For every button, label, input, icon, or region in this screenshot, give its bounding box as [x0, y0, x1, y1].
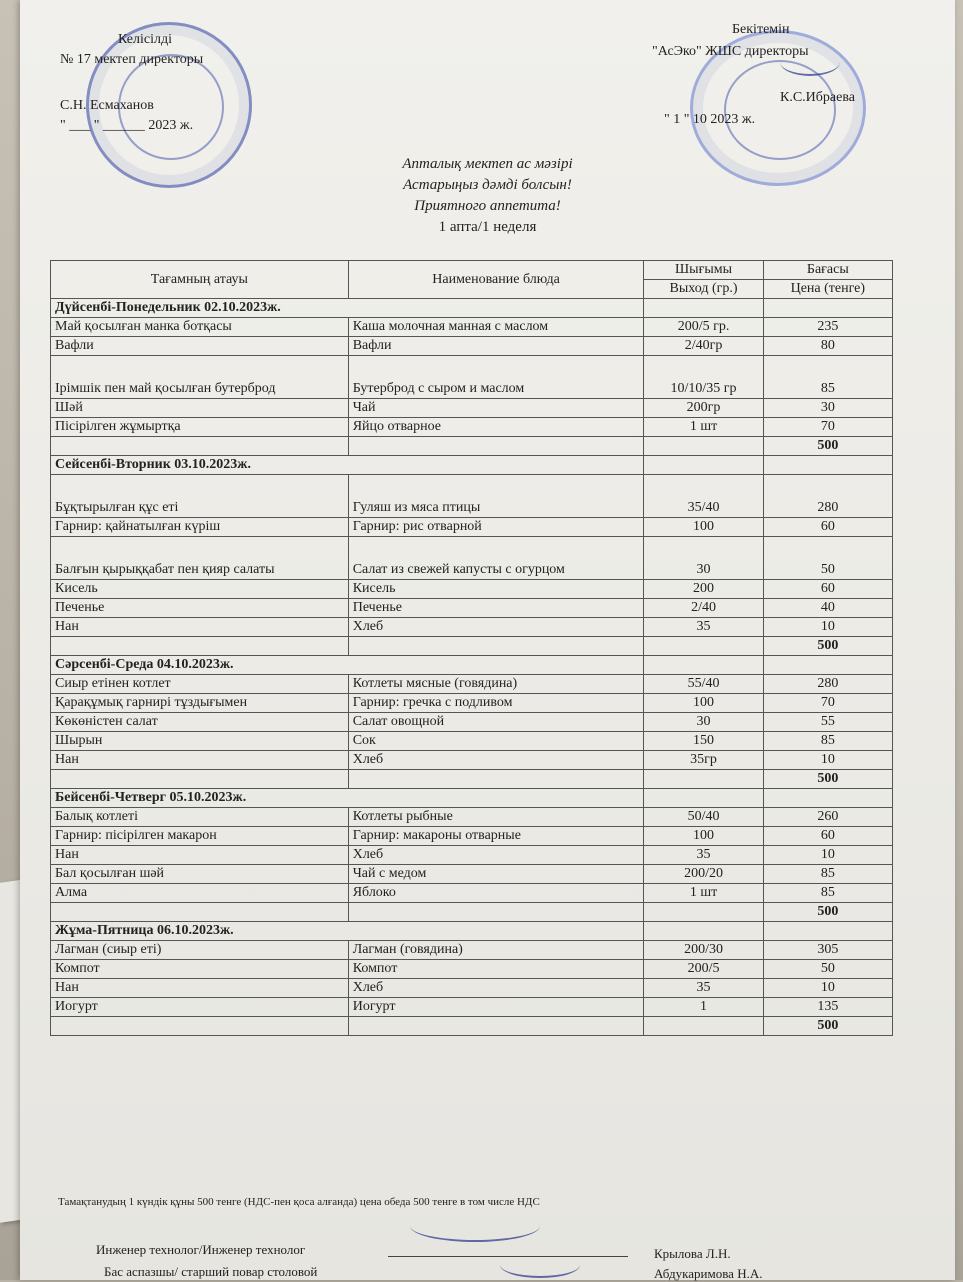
dish-name-ru: Кисель: [348, 580, 644, 599]
day-header-row: [51, 656, 893, 675]
table-row: [51, 399, 893, 418]
dish-price: 60: [763, 518, 892, 537]
day-title: Жұма-Пятница 06.10.2023ж.: [51, 922, 644, 941]
dish-output: 200: [644, 580, 763, 599]
dish-output: 200/5 гр.: [644, 318, 763, 337]
dish-output: 200/20: [644, 865, 763, 884]
dish-name-ru: Чай: [348, 399, 644, 418]
dish-name-ru: Иогурт: [348, 998, 644, 1017]
dish-price: 135: [763, 998, 892, 1017]
day-total-price: 500: [763, 637, 892, 656]
table-row: [51, 318, 893, 337]
technologist-name: Крылова Л.Н.: [654, 1246, 731, 1261]
dish-output: 50/40: [644, 808, 763, 827]
dish-price: 280: [763, 675, 892, 694]
empty-cell: [644, 789, 763, 808]
table-row: [51, 865, 893, 884]
dish-output: 150: [644, 732, 763, 751]
empty-cell: [763, 789, 892, 808]
school-director-label: № 17 мектеп директоры: [60, 52, 204, 67]
table-row: [51, 694, 893, 713]
dish-price: 40: [763, 599, 892, 618]
dish-output: 55/40: [644, 675, 763, 694]
empty-cell: [763, 922, 892, 941]
empty-cell: [644, 770, 763, 789]
empty-cell: [644, 637, 763, 656]
dish-name-kz: Гарнир: қайнатылған күріш: [51, 518, 349, 537]
dish-name-ru: Бутерброд с сыром и маслом: [348, 356, 644, 399]
dish-price: 10: [763, 751, 892, 770]
table-row: [51, 599, 893, 618]
dish-price: 50: [763, 537, 892, 580]
dish-output: 30: [644, 537, 763, 580]
dish-price: 85: [763, 884, 892, 903]
dish-name-kz: Балғын қырыққабат пен қияр салаты: [51, 537, 349, 580]
empty-cell: [348, 437, 644, 456]
day-header-row: [51, 922, 893, 941]
table-row: [51, 675, 893, 694]
table-row: [51, 998, 893, 1017]
dish-name-ru: Компот: [348, 960, 644, 979]
dish-name-kz: Нан: [51, 618, 349, 637]
day-total-price: 500: [763, 437, 892, 456]
table-row: [51, 580, 893, 599]
agreed-label: Келісілді: [118, 32, 172, 47]
dish-price: 305: [763, 941, 892, 960]
dish-price: 70: [763, 418, 892, 437]
empty-cell: [348, 770, 644, 789]
day-total-row: [51, 1017, 893, 1036]
document-titles: [20, 154, 955, 238]
empty-cell: [348, 1017, 644, 1036]
approve-label: Бекітемін: [732, 22, 790, 37]
dish-name-ru: Хлеб: [348, 979, 644, 998]
chef-name: Абдукаримова Н.А.: [654, 1266, 763, 1281]
dish-name-kz: Вафли: [51, 337, 349, 356]
empty-cell: [51, 903, 349, 922]
empty-cell: [644, 437, 763, 456]
dish-name-ru: Яйцо отварное: [348, 418, 644, 437]
empty-cell: [644, 456, 763, 475]
dish-output: 35гр: [644, 751, 763, 770]
dish-name-kz: Ірімшік пен май қосылған бутерброд: [51, 356, 349, 399]
dish-name-kz: Пісірілген жұмыртқа: [51, 418, 349, 437]
empty-cell: [51, 1017, 349, 1036]
day-total-row: [51, 437, 893, 456]
dish-name-kz: Компот: [51, 960, 349, 979]
table-header-row: [51, 261, 893, 280]
empty-cell: [763, 656, 892, 675]
dish-price: 280: [763, 475, 892, 518]
dish-name-kz: Печенье: [51, 599, 349, 618]
day-total-row: [51, 770, 893, 789]
table-row: [51, 537, 893, 580]
left-approval-date: " ___ " ______ 2023 ж.: [60, 118, 194, 133]
technologist-signature-line: [388, 1256, 628, 1257]
table-row: [51, 518, 893, 537]
day-title: Бейсенбі-Четверг 05.10.2023ж.: [51, 789, 644, 808]
dish-output: 10/10/35 гр: [644, 356, 763, 399]
empty-cell: [644, 922, 763, 941]
empty-cell: [644, 903, 763, 922]
dish-name-kz: Май қосылған манка ботқасы: [51, 318, 349, 337]
dish-price: 85: [763, 356, 892, 399]
day-title: Дүйсенбі-Понедельник 02.10.2023ж.: [51, 299, 644, 318]
title-kz-wish: Астарыңыз дәмді болсын!: [403, 177, 572, 193]
empty-cell: [763, 299, 892, 318]
dish-name-kz: Кисель: [51, 580, 349, 599]
dish-price: 55: [763, 713, 892, 732]
dish-name-kz: Алма: [51, 884, 349, 903]
dish-output: 100: [644, 518, 763, 537]
dish-output: 1 шт: [644, 884, 763, 903]
dish-name-kz: Қарақұмық гарнирі тұздығымен: [51, 694, 349, 713]
table-row: [51, 475, 893, 518]
dish-name-ru: Гарнир: рис отварной: [348, 518, 644, 537]
dish-name-kz: Гарнир: пісірілген макарон: [51, 827, 349, 846]
dish-name-kz: Бал қосылған шәй: [51, 865, 349, 884]
dish-name-ru: Печенье: [348, 599, 644, 618]
dish-output: 35: [644, 979, 763, 998]
col-header-output-kz: Шығымы: [644, 261, 763, 280]
dish-name-ru: Салат из свежей капусты с огурцом: [348, 537, 644, 580]
empty-cell: [51, 437, 349, 456]
table-row: [51, 732, 893, 751]
dish-name-kz: Нан: [51, 979, 349, 998]
week-label: 1 апта/1 неделя: [438, 219, 537, 235]
menu-table-body: [51, 299, 893, 1036]
company-director-label: "АсЭко" ЖШС директоры: [652, 44, 809, 59]
table-row: [51, 884, 893, 903]
dish-price: 85: [763, 732, 892, 751]
dish-output: 200гр: [644, 399, 763, 418]
col-header-kz: Тағамның атауы: [51, 261, 349, 299]
dish-name-ru: Вафли: [348, 337, 644, 356]
title-kz: Апталық мектеп ас мәзірі: [402, 156, 573, 172]
empty-cell: [51, 770, 349, 789]
dish-name-ru: Хлеб: [348, 751, 644, 770]
dish-name-ru: Хлеб: [348, 846, 644, 865]
table-row: [51, 960, 893, 979]
table-row: [51, 618, 893, 637]
empty-cell: [348, 903, 644, 922]
dish-name-kz: Нан: [51, 751, 349, 770]
dish-name-ru: Салат овощной: [348, 713, 644, 732]
dish-price: 60: [763, 580, 892, 599]
dish-name-kz: Көкөністен салат: [51, 713, 349, 732]
day-total-price: 500: [763, 1017, 892, 1036]
table-row: [51, 356, 893, 399]
dish-name-kz: Лагман (сиыр еті): [51, 941, 349, 960]
dish-output: 2/40: [644, 599, 763, 618]
day-header-row: [51, 299, 893, 318]
dish-name-ru: Гарнир: гречка с подливом: [348, 694, 644, 713]
dish-output: 1: [644, 998, 763, 1017]
dish-price: 85: [763, 865, 892, 884]
dish-name-ru: Хлеб: [348, 618, 644, 637]
empty-cell: [763, 456, 892, 475]
day-total-price: 500: [763, 903, 892, 922]
dish-name-kz: Шырын: [51, 732, 349, 751]
dish-price: 80: [763, 337, 892, 356]
day-total-row: [51, 637, 893, 656]
price-note: Тамақтанудың 1 күндік құны 500 тенге (НДС-пен қоса алғанда) цена обеда 500 тенге в том числе НДС: [58, 1196, 540, 1208]
dish-output: 100: [644, 694, 763, 713]
table-row: [51, 979, 893, 998]
dish-name-kz: Шәй: [51, 399, 349, 418]
dish-name-ru: Гарнир: макароны отварные: [348, 827, 644, 846]
day-header-row: [51, 789, 893, 808]
dish-name-kz: Нан: [51, 846, 349, 865]
dish-price: 30: [763, 399, 892, 418]
dish-output: 30: [644, 713, 763, 732]
dish-name-kz: Балық котлеті: [51, 808, 349, 827]
dish-output: 35: [644, 846, 763, 865]
table-row: [51, 751, 893, 770]
technologist-role: Инженер технолог/Инженер технолог: [96, 1242, 306, 1257]
dish-output: 35/40: [644, 475, 763, 518]
table-row: [51, 846, 893, 865]
col-header-ru: Наименование блюда: [348, 261, 644, 299]
dish-output: 2/40гр: [644, 337, 763, 356]
col-header-price-kz: Бағасы: [763, 261, 892, 280]
dish-name-ru: Котлеты рыбные: [348, 808, 644, 827]
dish-name-kz: Иогурт: [51, 998, 349, 1017]
dish-price: 10: [763, 618, 892, 637]
dish-name-ru: Лагман (говядина): [348, 941, 644, 960]
dish-price: 70: [763, 694, 892, 713]
empty-cell: [51, 637, 349, 656]
dish-name-ru: Гуляш из мяса птицы: [348, 475, 644, 518]
dish-name-ru: Яблоко: [348, 884, 644, 903]
dish-price: 60: [763, 827, 892, 846]
table-row: [51, 418, 893, 437]
day-total-row: [51, 903, 893, 922]
day-title: Сәрсенбі-Среда 04.10.2023ж.: [51, 656, 644, 675]
empty-cell: [644, 299, 763, 318]
table-row: [51, 713, 893, 732]
dish-output: 35: [644, 618, 763, 637]
dish-name-ru: Чай с медом: [348, 865, 644, 884]
dish-name-ru: Сок: [348, 732, 644, 751]
school-director-name: С.Н. Есмаханов: [60, 98, 154, 113]
table-row: [51, 808, 893, 827]
technologist-signature: [410, 1210, 540, 1242]
company-director-name: К.С.Ибраева: [780, 90, 855, 105]
dish-name-ru: Котлеты мясные (говядина): [348, 675, 644, 694]
right-approval-date: " 1 " 10 2023 ж.: [664, 112, 756, 127]
col-header-output-ru: Выход (гр.): [644, 280, 763, 299]
chef-role: Бас аспазшы/ старший повар столовой: [104, 1264, 318, 1279]
empty-cell: [348, 637, 644, 656]
dish-name-kz: Бұқтырылған құс еті: [51, 475, 349, 518]
empty-cell: [644, 1017, 763, 1036]
day-total-price: 500: [763, 770, 892, 789]
dish-price: 235: [763, 318, 892, 337]
table-row: [51, 827, 893, 846]
dish-name-kz: Сиыр етінен котлет: [51, 675, 349, 694]
empty-cell: [644, 656, 763, 675]
day-header-row: [51, 456, 893, 475]
dish-price: 50: [763, 960, 892, 979]
dish-output: 200/5: [644, 960, 763, 979]
title-ru-wish: Приятного аппетита!: [414, 198, 561, 214]
table-row: [51, 941, 893, 960]
dish-output: 1 шт: [644, 418, 763, 437]
dish-output: 100: [644, 827, 763, 846]
table-row: [51, 337, 893, 356]
dish-price: 10: [763, 979, 892, 998]
day-title: Сейсенбі-Вторник 03.10.2023ж.: [51, 456, 644, 475]
dish-name-ru: Каша молочная манная с маслом: [348, 318, 644, 337]
dish-price: 10: [763, 846, 892, 865]
dish-price: 260: [763, 808, 892, 827]
weekly-menu-table: [50, 260, 893, 1036]
dish-output: 200/30: [644, 941, 763, 960]
col-header-price-ru: Цена (тенге): [763, 280, 892, 299]
